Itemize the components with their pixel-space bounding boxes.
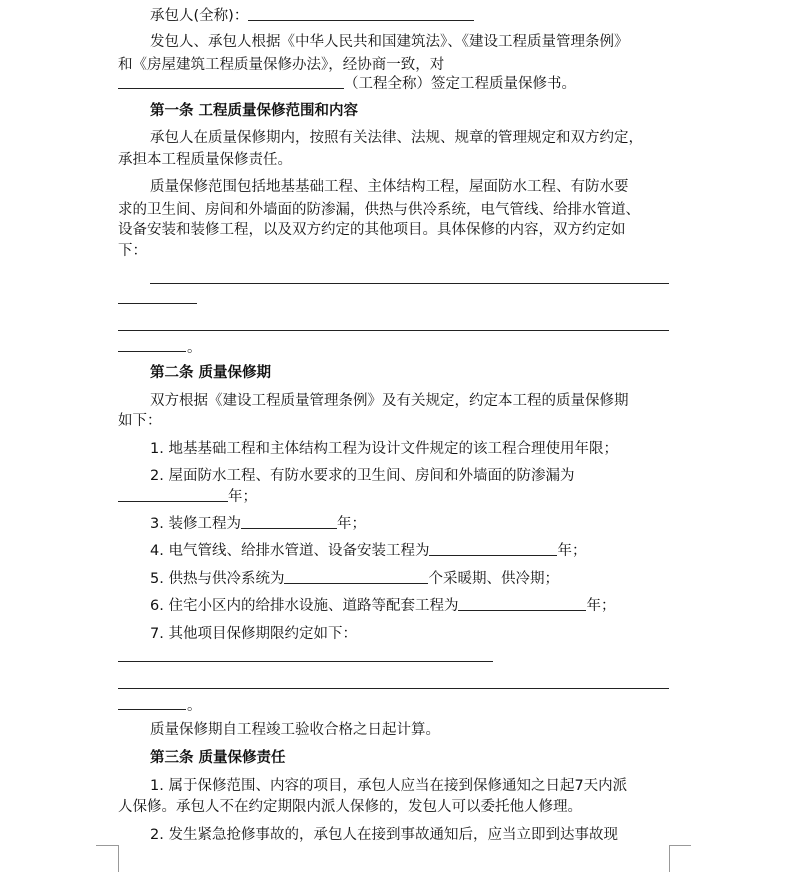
item-4-suffix: 年； (557, 543, 587, 559)
article-1-blank-line-3 (118, 330, 669, 331)
contractor-name-line (150, 6, 474, 26)
item-6-years-blank (458, 596, 586, 611)
bottom-left-crop-mark-v (118, 845, 119, 872)
article-1-heading: 第一条 工程质量保修范围和内容 (150, 103, 359, 119)
article-1-para-2-line-3: 设备安装和装修工程，以及双方约定的其他项目。具体保修的内容，双方约定如 (118, 222, 626, 238)
article-3-heading: 第三条 质量保修责任 (150, 750, 286, 766)
preamble-line-3-text: （工程全称）签定工程质量保修书。 (344, 76, 576, 92)
warranty-start-note: 质量保修期自工程竣工验收合格之日起计算。 (150, 722, 440, 738)
article-2-intro-line-1: 双方根据《建设工程质量管理条例》及有关规定，约定本工程的质量保修期 (150, 393, 629, 409)
article-2-blank-line-3 (118, 709, 186, 710)
article-1-blank-line-2 (118, 303, 197, 304)
article-1-blank-line-4 (118, 351, 186, 352)
article-2-intro-line-2: 如下： (118, 413, 162, 429)
item-4-label: 4. 电气管线、给排水管道、设备安装工程为 (150, 543, 430, 559)
article-1-end-mark: 。 (187, 340, 202, 356)
responsibility-item-1-line-2: 人保修。承包人不在约定期限内派人保修的，发包人可以委托他人修理。 (118, 799, 582, 815)
article-2-end-mark: 。 (187, 698, 202, 714)
article-2-blank-line-2 (118, 688, 669, 689)
article-1-para-2-line-4: 下： (118, 243, 147, 259)
warranty-item-5 (150, 569, 559, 589)
article-2-blank-line-1 (118, 661, 493, 662)
item-3-suffix: 年； (336, 516, 366, 532)
warranty-item-6 (150, 596, 615, 616)
item-3-label: 3. 装修工程为 (150, 516, 241, 532)
article-1-para-1-line-2: 承担本工程质量保修责任。 (118, 152, 292, 168)
item-5-label: 5. 供热与供冷系统为 (150, 571, 285, 587)
preamble-line-2: 和《房屋建筑工程质量保修办法》，经协商一致，对 (118, 57, 445, 73)
article-1-para-2-line-2: 求的卫生间、房间和外墙面的防渗漏，供热与供冷系统，电气管线、给排水管道、 (118, 202, 640, 218)
responsibility-item-1-line-1: 1. 属于保修范围、内容的项目，承包人应当在接到保修通知之日起7天内派 (150, 778, 628, 794)
article-1-para-1-line-1: 承包人在质量保修期内，按照有关法律、法规、规章的管理规定和双方约定， (150, 130, 643, 146)
warranty-item-2-line-1: 2. 屋面防水工程、有防水要求的卫生间、房间和外墙面的防渗漏为 (150, 468, 575, 484)
bottom-left-crop-mark-h (96, 845, 118, 846)
warranty-item-1: 1. 地基基础工程和主体结构工程为设计文件规定的该工程合理使用年限； (150, 441, 618, 457)
warranty-item-3 (150, 514, 366, 534)
preamble-line-3 (118, 74, 576, 94)
warranty-item-7: 7. 其他项目保修期限约定如下： (150, 626, 357, 642)
warranty-item-2-line-2 (118, 487, 257, 507)
contractor-label: 承包人(全称)： (150, 8, 249, 24)
item-3-years-blank (241, 514, 337, 529)
contractor-name-blank (248, 6, 474, 21)
project-name-blank (118, 74, 344, 89)
responsibility-item-2-line-1: 2. 发生紧急抢修事故的，承包人在接到事故通知后，应当立即到达事故现 (150, 827, 618, 843)
preamble-line-1: 发包人、承包人根据《中华人民共和国建筑法》、《建设工程质量管理条例》 (150, 34, 629, 50)
bottom-right-crop-mark-h (669, 845, 691, 846)
warranty-item-4 (150, 541, 586, 561)
item-6-label: 6. 住宅小区内的给排水设施、道路等配套工程为 (150, 598, 459, 614)
item-2-years-blank (118, 487, 228, 502)
article-2-heading: 第二条 质量保修期 (150, 365, 272, 381)
item-2-suffix: 年； (228, 489, 257, 505)
item-5-suffix: 个采暖期、供冷期； (428, 571, 559, 587)
article-1-blank-line-1 (150, 283, 669, 284)
bottom-right-crop-mark-v (669, 845, 670, 872)
article-1-para-2-line-1: 质量保修范围包括地基基础工程、主体结构工程，屋面防水工程、有防水要 (150, 179, 629, 195)
item-4-years-blank (429, 541, 557, 556)
item-6-suffix: 年； (586, 598, 616, 614)
item-5-periods-blank (284, 569, 428, 584)
